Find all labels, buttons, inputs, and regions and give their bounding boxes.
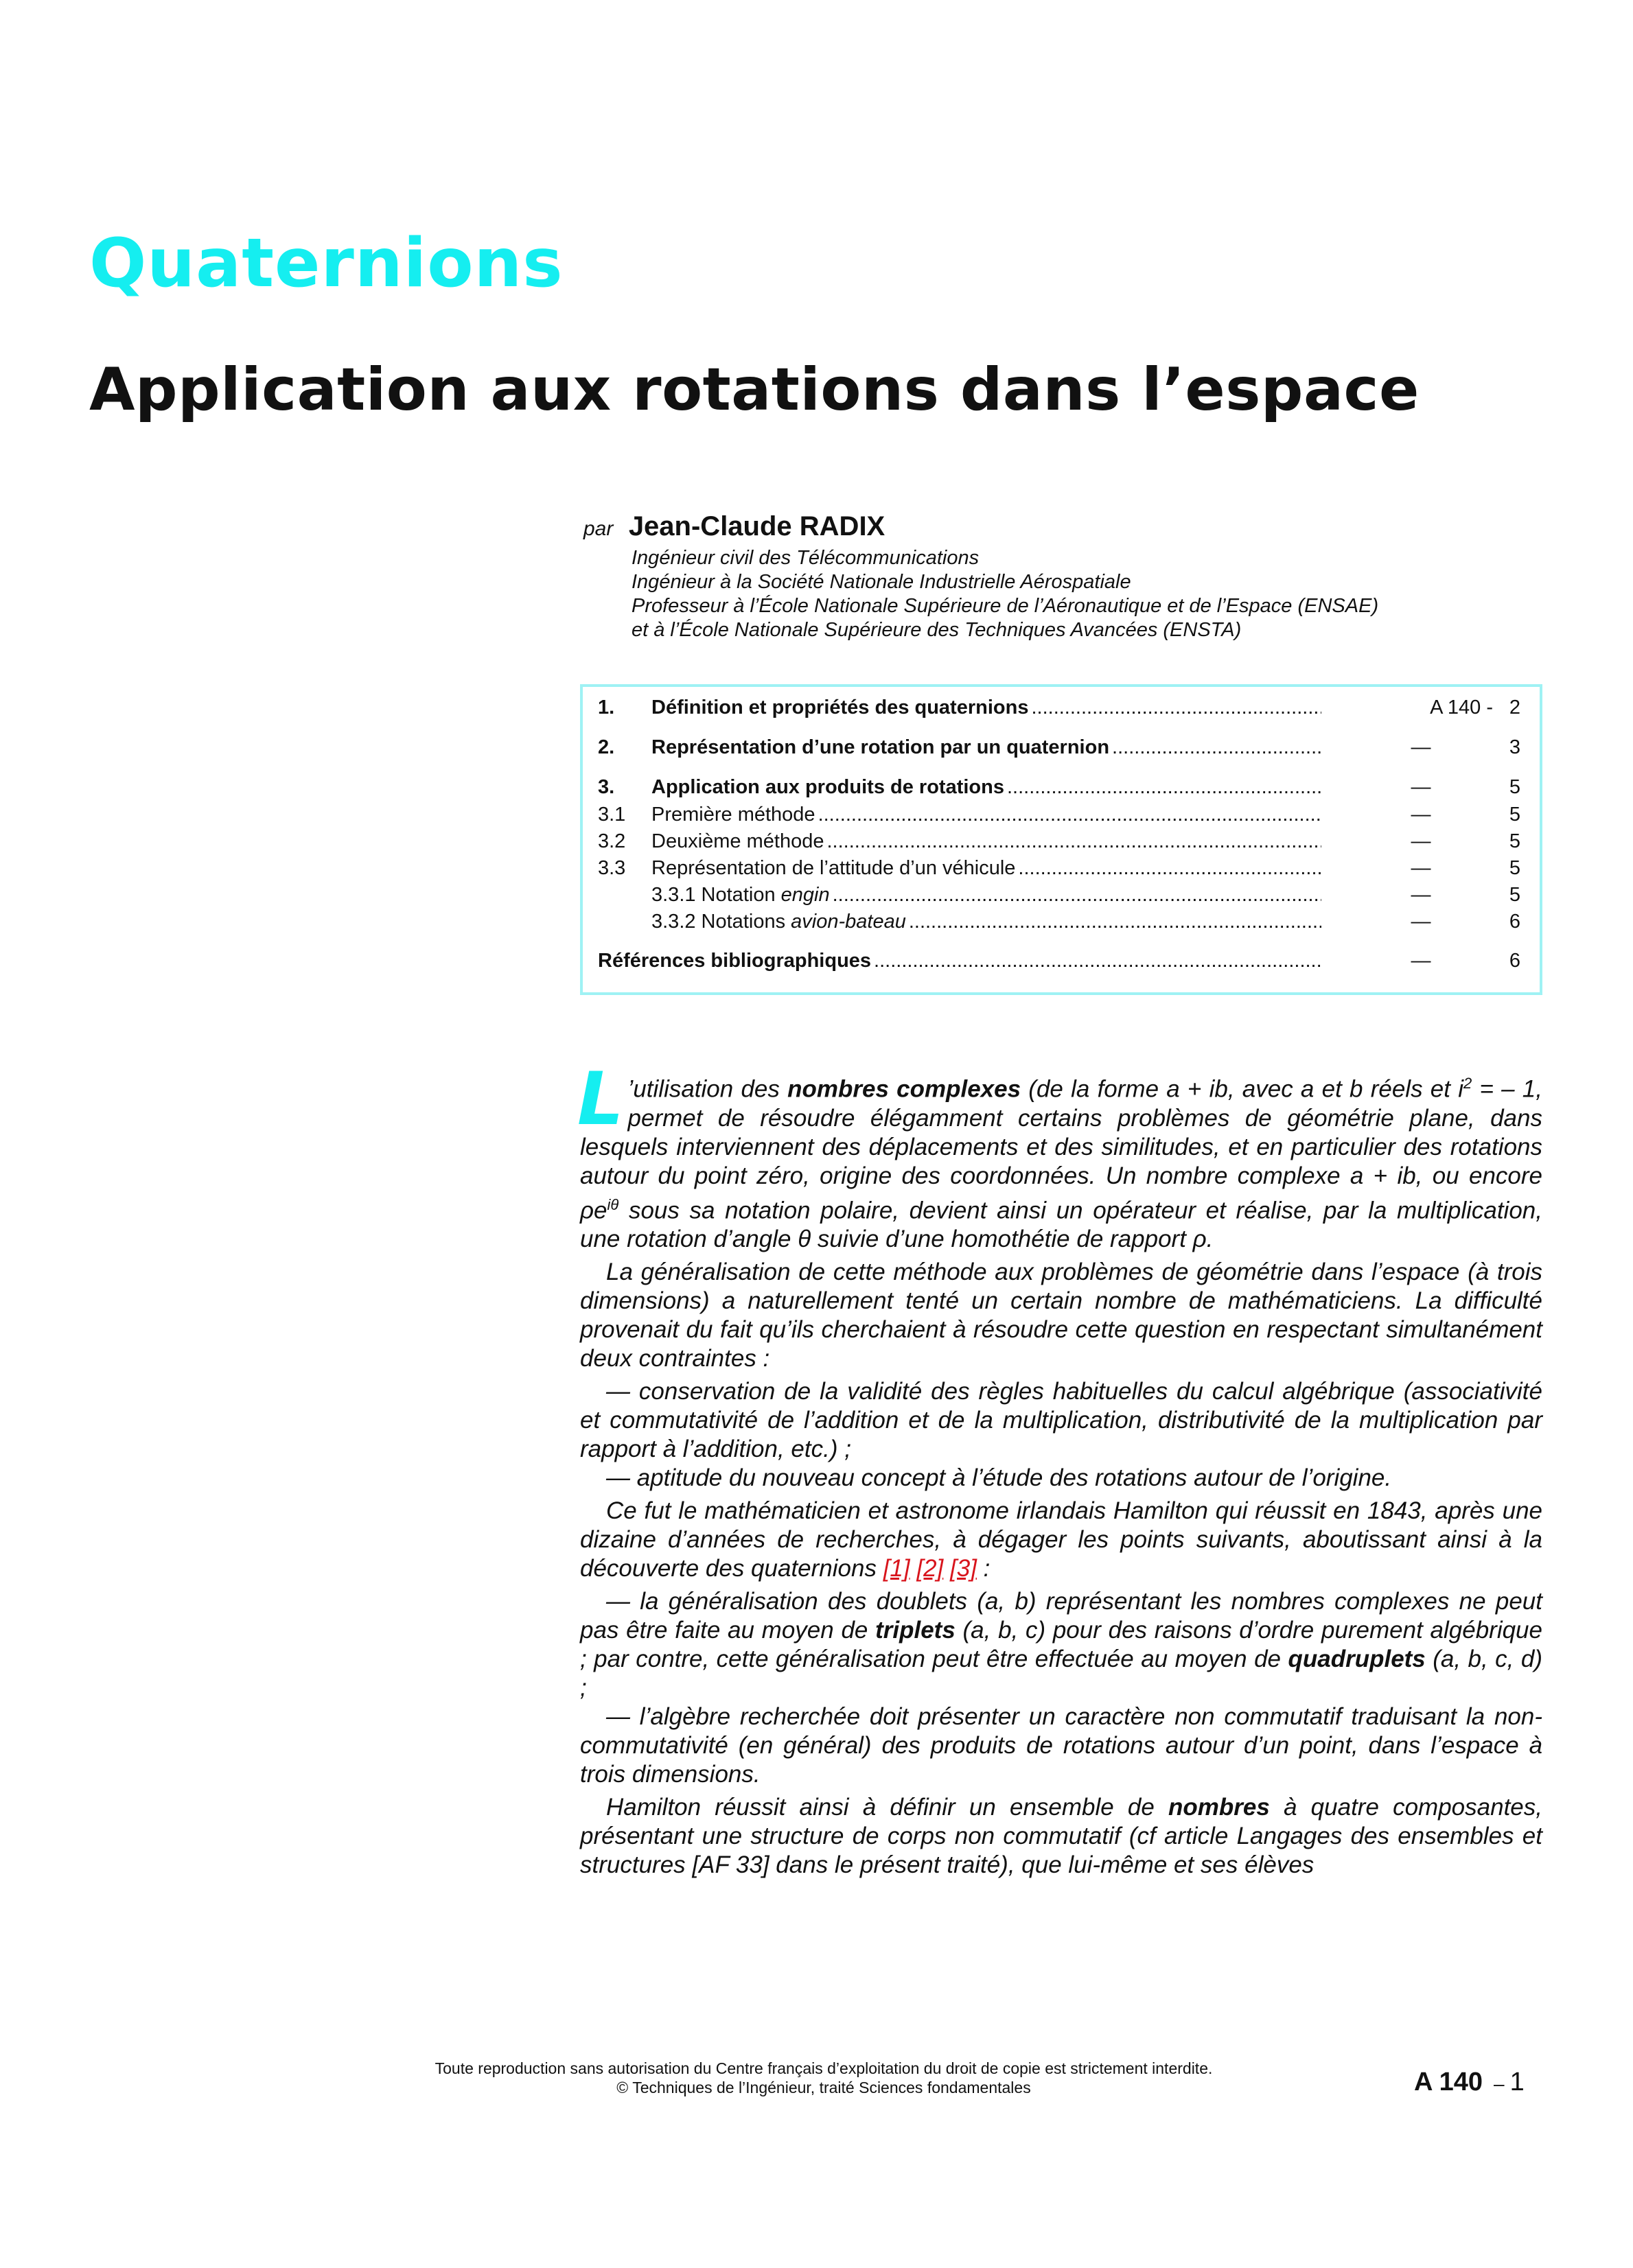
paragraph: — l’algèbre recherchée doit présenter un caractère non commutatif traduisant la non-commutativité (en général) des produits de rotations autour d’un point, dans l’espace à trois dimensions. bbox=[580, 1703, 1542, 1788]
toc-prefix: — bbox=[1411, 884, 1431, 906]
toc-page: 5 bbox=[1509, 830, 1520, 852]
paragraph: — la généralisation des doublets (a, b) représentant les nombres complexes ne peut pas être faite au moyen de triplets (a, b, c) pour des raisons d’ordre purement algébrique ; par contre, cette généralisation peut être effectuée au moyen de quadruplets (a, b, c, d) ; bbox=[580, 1588, 1542, 1702]
affiliation: et à l’École Nationale Supérieure des Techniques Avancées (ENSTA) bbox=[632, 619, 1242, 641]
toc-prefix: — bbox=[1411, 736, 1431, 758]
toc-page: 5 bbox=[1509, 776, 1520, 798]
affiliation: Ingénieur civil des Télécommunications bbox=[632, 547, 980, 569]
author-affiliations bbox=[632, 546, 1544, 642]
paragraph: Ce fut le mathématicien et astronome irlandais Hamilton qui réussit en 1843, après une dizaine d’années de recherches, à dégager les points suivants, aboutissant ainsi à la découverte des quaternions [1] [2] [3] : bbox=[580, 1497, 1542, 1582]
toc-page: 5 bbox=[1509, 804, 1520, 826]
toc-number: 3.3 bbox=[598, 857, 626, 879]
page-subtitle: Application aux rotations dans l’espace bbox=[89, 355, 1420, 424]
toc-number: 3.2 bbox=[598, 830, 626, 852]
page-number: A 140 – 1 bbox=[1414, 2068, 1525, 2096]
affiliation: Ingénieur à la Société Nationale Industrielle Aérospatiale bbox=[632, 571, 1131, 593]
author-name: Jean-Claude RADIX bbox=[628, 511, 885, 541]
toc-page: 6 bbox=[1509, 950, 1520, 972]
toc-prefix: — bbox=[1411, 804, 1431, 826]
toc-number: 3.1 bbox=[598, 804, 626, 826]
toc-label: Deuxième méthode bbox=[651, 830, 824, 852]
toc-number: 3. bbox=[598, 776, 615, 798]
copyright-line: © Techniques de l’Ingénieur, traité Sciences fondamentales bbox=[616, 2079, 1031, 2096]
article-body bbox=[577, 1057, 1542, 1884]
footer-notice bbox=[275, 2059, 1373, 2097]
toc-prefix: — bbox=[1411, 776, 1431, 798]
paragraph: La généralisation de cette méthode aux problèmes de géométrie dans l’espace (à trois dimensions) a naturellement tenté un certain nombre de mathématiciens. La difficulté provenait du fait qu’ils cherchaient à résoudre cette question en respectant simultanément deux contraintes : bbox=[580, 1259, 1542, 1372]
toc-page: 3 bbox=[1509, 736, 1520, 758]
table-of-contents bbox=[580, 684, 1542, 995]
toc-prefix: — bbox=[1411, 950, 1431, 972]
toc-label: 3.3.1 Notation engin bbox=[651, 884, 830, 906]
toc-entry[interactable] bbox=[598, 776, 1520, 804]
affiliation: Professeur à l’École Nationale Supérieure de l’Aéronautique et de l’Espace (ENSAE) bbox=[632, 595, 1379, 617]
toc-prefix: — bbox=[1411, 830, 1431, 852]
toc-label: Définition et propriétés des quaternions bbox=[651, 697, 1029, 718]
toc-entry[interactable] bbox=[598, 857, 1520, 884]
paragraph: — conservation de la validité des règles habituelles du calcul algébrique (associativité et commutativité de l’addition et de la multiplication, distributivité de la multiplication par rapport à l’addition, etc.) ; bbox=[580, 1378, 1542, 1463]
reference-link[interactable]: [2] bbox=[916, 1555, 944, 1582]
reference-link[interactable]: [3] bbox=[950, 1555, 977, 1582]
copyright-line: Toute reproduction sans autorisation du Centre français d’exploitation du droit de copie est strictement interdite. bbox=[435, 2059, 1213, 2077]
toc-label: Représentation de l’attitude d’un véhicule bbox=[651, 857, 1016, 879]
toc-prefix: — bbox=[1411, 857, 1431, 879]
paragraph: — aptitude du nouveau concept à l’étude des rotations autour de l’origine. bbox=[606, 1464, 1392, 1492]
drop-cap: L bbox=[577, 1057, 624, 1141]
toc-label: Représentation d’une rotation par un quaternion bbox=[651, 736, 1110, 758]
toc-entry[interactable] bbox=[598, 697, 1520, 724]
author-par: par bbox=[583, 517, 614, 540]
toc-entry[interactable] bbox=[598, 804, 1520, 830]
toc-entry[interactable] bbox=[598, 911, 1520, 937]
toc-page: 6 bbox=[1509, 911, 1520, 933]
toc-entry[interactable] bbox=[598, 736, 1520, 764]
toc-entry[interactable] bbox=[598, 950, 1520, 977]
toc-prefix: A 140 - bbox=[1430, 697, 1493, 718]
toc-label: Première méthode bbox=[651, 804, 815, 826]
paragraph: L ’utilisation des nombres complexes (de la forme a + ib, avec a et b réels et $i^2$ = – 1, permet de résoudre élégamment certains problèmes de géométrie plane, dans lesquels interviennent des déplacements et des similitudes, et en particulier des rotations autour du point zéro, origine des coordonnées. Un nombre complexe a + ib, ou encore $\rho e^{i\theta}$ sous sa notation polaire, devient ainsi un opérateur et réalise, par la multiplication, une rotation d’angle θ suivie d’une homothétie de rapport ρ. bbox=[577, 1057, 1542, 1253]
doc-id: A 140 bbox=[1414, 2068, 1483, 2096]
toc-page: 2 bbox=[1509, 697, 1520, 718]
toc-entry[interactable] bbox=[598, 884, 1520, 911]
toc-label: Application aux produits de rotations bbox=[651, 776, 1004, 798]
toc-label: 3.3.2 Notations avion-bateau bbox=[651, 911, 906, 933]
toc-page: 5 bbox=[1509, 857, 1520, 879]
reference-link[interactable]: [1] bbox=[883, 1555, 910, 1582]
author-block bbox=[583, 511, 1544, 642]
page-title: Quaternions bbox=[89, 224, 564, 303]
toc-page: 5 bbox=[1509, 884, 1520, 906]
paragraph: Hamilton réussit ainsi à définir un ensemble de nombres à quatre composantes, présentant une structure de corps non commutatif (cf article Langages des ensembles et structures [AF 33] dans le présent traité), que lui-même et ses élèves bbox=[580, 1794, 1542, 1879]
toc-number: 2. bbox=[598, 736, 615, 758]
toc-label: Références bibliographiques bbox=[598, 950, 872, 972]
toc-entry[interactable] bbox=[598, 830, 1520, 857]
toc-number: 1. bbox=[598, 697, 615, 718]
toc-prefix: — bbox=[1411, 911, 1431, 933]
